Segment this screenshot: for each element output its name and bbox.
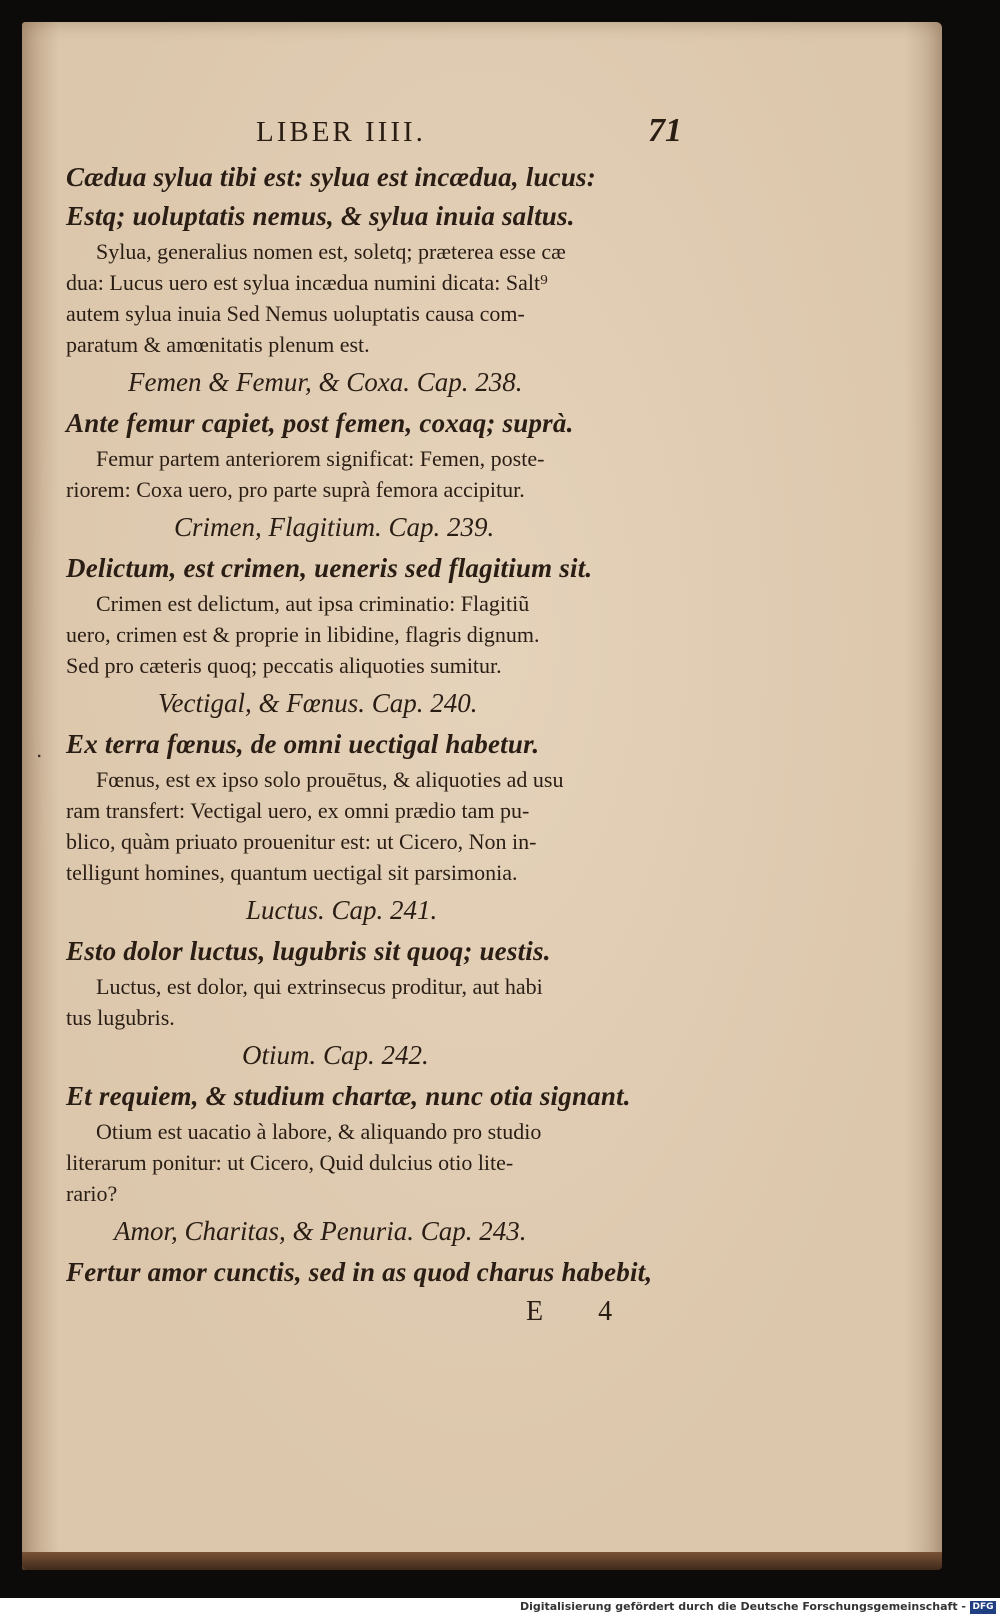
chapter-heading: Amor, Charitas, & Penuria. Cap. 243. <box>114 1216 527 1246</box>
prose-line: Luctus, est dolor, qui extrinsecus proditur, aut habi <box>96 974 543 999</box>
prose-paragraph <box>66 971 726 1033</box>
prose-paragraph <box>66 236 726 360</box>
verse-line: Delictum, est crimen, ueneris sed flagitium sit. <box>66 553 593 583</box>
prose-line: Fœnus, est ex ipso solo prouētus, & aliquoties ad usu <box>96 767 564 792</box>
prose-paragraph <box>66 764 726 888</box>
prose-line: Otium est uacatio à labore, & aliquando pro studio <box>96 1119 542 1144</box>
verse-line: Et requiem, & studium chartæ, nunc otia signant. <box>66 1081 631 1111</box>
folio-number: 71 <box>648 112 682 149</box>
verse-line: Ante femur capiet, post femen, coxaq; suprà. <box>66 408 574 438</box>
verse-line: Ex terra fœnus, de omni uectigal habetur. <box>66 729 540 759</box>
prose-line: rario? <box>66 1181 118 1206</box>
chapter-heading: Otium. Cap. 242. <box>242 1040 429 1070</box>
prose-line: tus lugubris. <box>66 1005 175 1030</box>
margin-mark: . <box>36 738 43 762</box>
entry-otium <box>66 1033 726 1209</box>
prose-line: literarum ponitur: ut Cicero, Quid dulcius otio lite- <box>66 1150 514 1175</box>
prose-line: telligunt homines, quantum uectigal sit parsimonia. <box>66 860 518 885</box>
chapter-heading: Luctus. Cap. 241. <box>246 895 438 925</box>
entry-crimen <box>66 505 726 681</box>
signature-mark: E 4 <box>526 1296 637 1327</box>
verse-line: Estq; uoluptatis nemus, & sylua inuia saltus. <box>66 201 575 231</box>
prose-line: Sed pro cæteris quoq; peccatis aliquoties sumitur. <box>66 653 502 678</box>
footer-credit: Digitalisierung gefördert durch die Deutsche Forschungsgemeinschaft - <box>519 1600 966 1613</box>
prose-paragraph <box>66 1116 726 1209</box>
entry-femen <box>66 360 726 505</box>
dfg-logo-icon: DFG <box>970 1601 996 1614</box>
entry-amor <box>66 1209 726 1292</box>
entry-luctus <box>66 888 726 1033</box>
prose-line: uero, crimen est & proprie in libidine, flagris dignum. <box>66 622 540 647</box>
prose-line: Crimen est delictum, aut ipsa criminatio: Flagitiũ <box>96 591 530 616</box>
chapter-heading: Femen & Femur, & Coxa. Cap. 238. <box>128 367 523 397</box>
prose-paragraph <box>66 588 726 681</box>
prose-line: dua: Lucus uero est sylua incædua numini dicata: Salt⁹ <box>66 270 548 295</box>
page-edge <box>22 1552 942 1570</box>
prose-paragraph <box>66 443 726 505</box>
prose-line: autem sylua inuia Sed Nemus uoluptatis causa com- <box>66 301 525 326</box>
verse-line: Esto dolor luctus, lugubris sit quoq; uestis. <box>66 936 551 966</box>
prose-line: Femur partem anteriorem significat: Femen, poste- <box>96 446 545 471</box>
entry-sylua <box>66 158 726 360</box>
running-head <box>66 110 726 158</box>
prose-line: paratum & amœnitatis plenum est. <box>66 332 370 357</box>
prose-line: Sylua, generalius nomen est, soletq; præterea esse cæ <box>96 239 566 264</box>
verse-line: Fertur amor cunctis, sed in as quod charus habebit, <box>66 1257 653 1287</box>
running-title: LIBER IIII. <box>256 116 426 148</box>
chapter-heading: Vectigal, & Fœnus. Cap. 240. <box>158 688 478 718</box>
entry-vectigal <box>66 681 726 888</box>
prose-line: riorem: Coxa uero, pro parte suprà femora accipitur. <box>66 477 525 502</box>
prose-line: blico, quàm priuato prouenitur est: ut Cicero, Non in- <box>66 829 537 854</box>
prose-line: ram transfert: Vectigal uero, ex omni prædio tam pu- <box>66 798 530 823</box>
verse-line: Cædua sylua tibi est: sylua est incædua, lucus: <box>66 162 596 192</box>
digitization-footer <box>0 1598 1000 1618</box>
page-text <box>66 110 726 1292</box>
chapter-heading: Crimen, Flagitium. Cap. 239. <box>174 512 495 542</box>
